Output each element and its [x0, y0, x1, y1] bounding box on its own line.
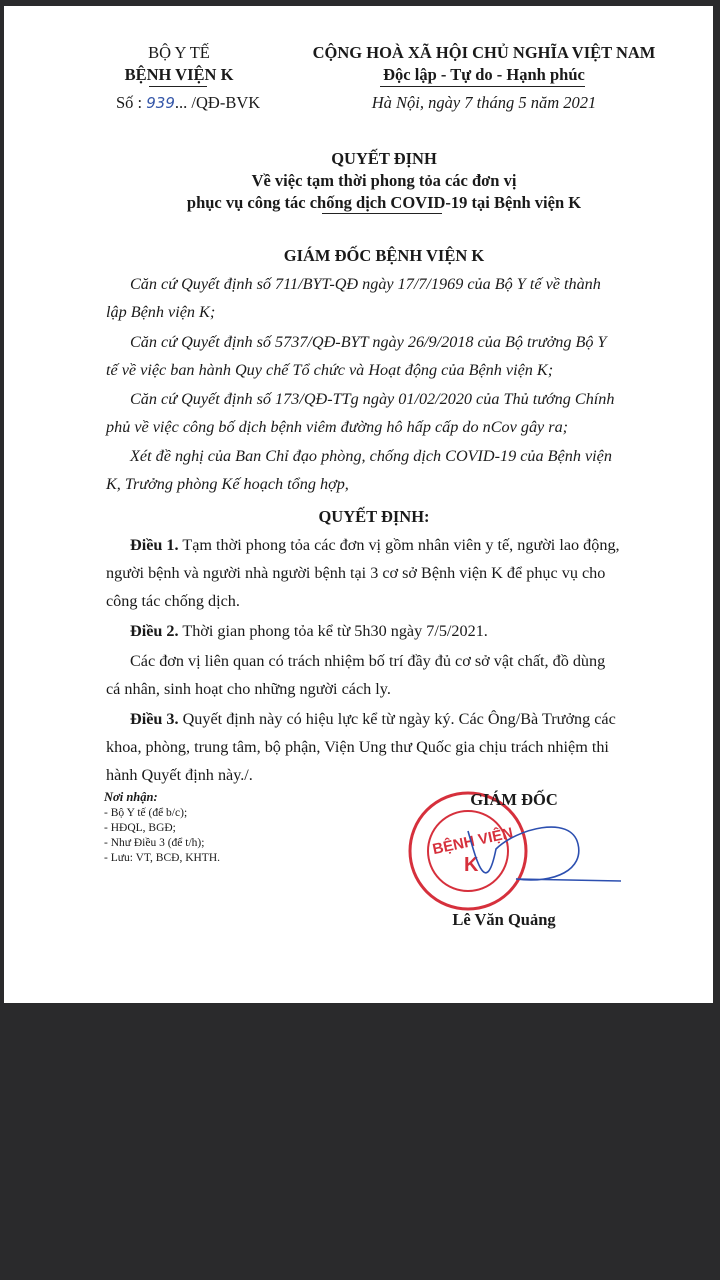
decides-heading: QUYẾT ĐỊNH: [318, 507, 430, 526]
article-1-line: công tác chống dịch. [106, 592, 240, 610]
issuing-authority: GIÁM ĐỐC BỆNH VIỆN K [283, 246, 485, 265]
article-2-line: cá nhân, sinh hoạt cho những người cách ly. [106, 680, 391, 698]
stamp-letter: K [464, 854, 479, 876]
recipient-item: - Như Điều 3 (để t/h); [104, 837, 205, 849]
article-1-line [130, 537, 620, 553]
recipient-item: - HĐQL, BGĐ; [104, 822, 176, 834]
document-page [4, 6, 713, 1003]
subject-line-1: Về việc tạm thời phong tỏa các đơn vị [251, 171, 517, 190]
recipient-item: - Bộ Y tế (để b/c); [104, 807, 188, 819]
ministry-name: BỘ Y TẾ [148, 43, 210, 62]
article-1-label: Điều 1. [130, 536, 179, 554]
title-divider [322, 213, 442, 214]
number-suffix: ... /QĐ-BVK [174, 93, 261, 112]
article-3-line: hành Quyết định này./. [106, 766, 253, 784]
number-label: Số : [116, 93, 143, 112]
article-3-line [130, 711, 616, 727]
article-2-text: Thời gian phong tỏa kể từ 5h30 ngày 7/5/2021. [182, 622, 488, 640]
handwritten-number: 939 [146, 94, 175, 112]
article-3-text: Quyết định này có hiệu lực kể từ ngày ký. Các Ông/Bà Trưởng các [182, 710, 616, 728]
national-motto: Độc lập - Tự do - Hạnh phúc [383, 65, 585, 84]
signer-position: GIÁM ĐỐC [470, 790, 558, 809]
basis-line: Căn cứ Quyết định số 173/QĐ-TTg ngày 01/02/2020 của Thủ tướng Chính [130, 390, 615, 408]
basis-line: K, Trưởng phòng Kế hoạch tổng hợp, [106, 475, 349, 493]
place-date: Hà Nội, ngày 7 tháng 5 năm 2021 [371, 93, 597, 112]
basis-line: phủ về việc công bố dịch bệnh viêm đường hô hấp cấp do nCov gây ra; [106, 418, 569, 436]
country-name: CỘNG HOÀ XÃ HỘI CHỦ NGHĨA VIỆT NAM [312, 43, 656, 62]
article-1-line: người bệnh và người nhà người bệnh tại 3 cơ sở Bệnh viện K để phục vụ cho [106, 564, 606, 582]
hospital-name: BỆNH VIỆN K [124, 65, 234, 84]
basis-line: Căn cứ Quyết định số 711/BYT-QĐ ngày 17/7/1969 của Bộ Y tế về thành [130, 275, 601, 293]
motto-underline [380, 86, 585, 87]
basis-line: Xét đề nghị của Ban Chỉ đạo phòng, chống dịch COVID-19 của Bệnh viện [130, 447, 612, 465]
basis-line: Căn cứ Quyết định số 5737/QĐ-BYT ngày 26/9/2018 của Bộ trưởng Bộ Y [130, 333, 607, 351]
article-3-label: Điều 3. [130, 710, 179, 728]
basis-line: tế về việc ban hành Quy chế Tổ chức và Hoạt động của Bệnh viện K; [106, 361, 554, 379]
basis-line: lập Bệnh viện K; [106, 303, 216, 321]
article-2-line: Các đơn vị liên quan có trách nhiệm bố trí đầy đủ cơ sở vật chất, đồ dùng [130, 652, 606, 670]
document-title: QUYẾT ĐỊNH [331, 149, 437, 168]
decision-number [116, 93, 260, 113]
signer-name: Lê Văn Quảng [452, 910, 556, 929]
recipient-item: - Lưu: VT, BCĐ, KHTH. [104, 852, 221, 864]
hospital-underline [149, 86, 207, 87]
stamp-text: BỆNH VIỆN [431, 824, 515, 859]
article-1-text: Tạm thời phong tỏa các đơn vị gồm nhân viên y tế, người lao động, [182, 536, 620, 554]
recipients-label: Nơi nhận: [104, 790, 158, 804]
article-2-label: Điều 2. [130, 622, 179, 640]
article-2-line [130, 623, 488, 639]
article-3-line: khoa, phòng, trung tâm, bộ phận, Viện Ung thư Quốc gia chịu trách nhiệm thi [106, 738, 609, 756]
subject-line-2: phục vụ công tác chống dịch COVID-19 tại Bệnh viện K [186, 193, 582, 212]
